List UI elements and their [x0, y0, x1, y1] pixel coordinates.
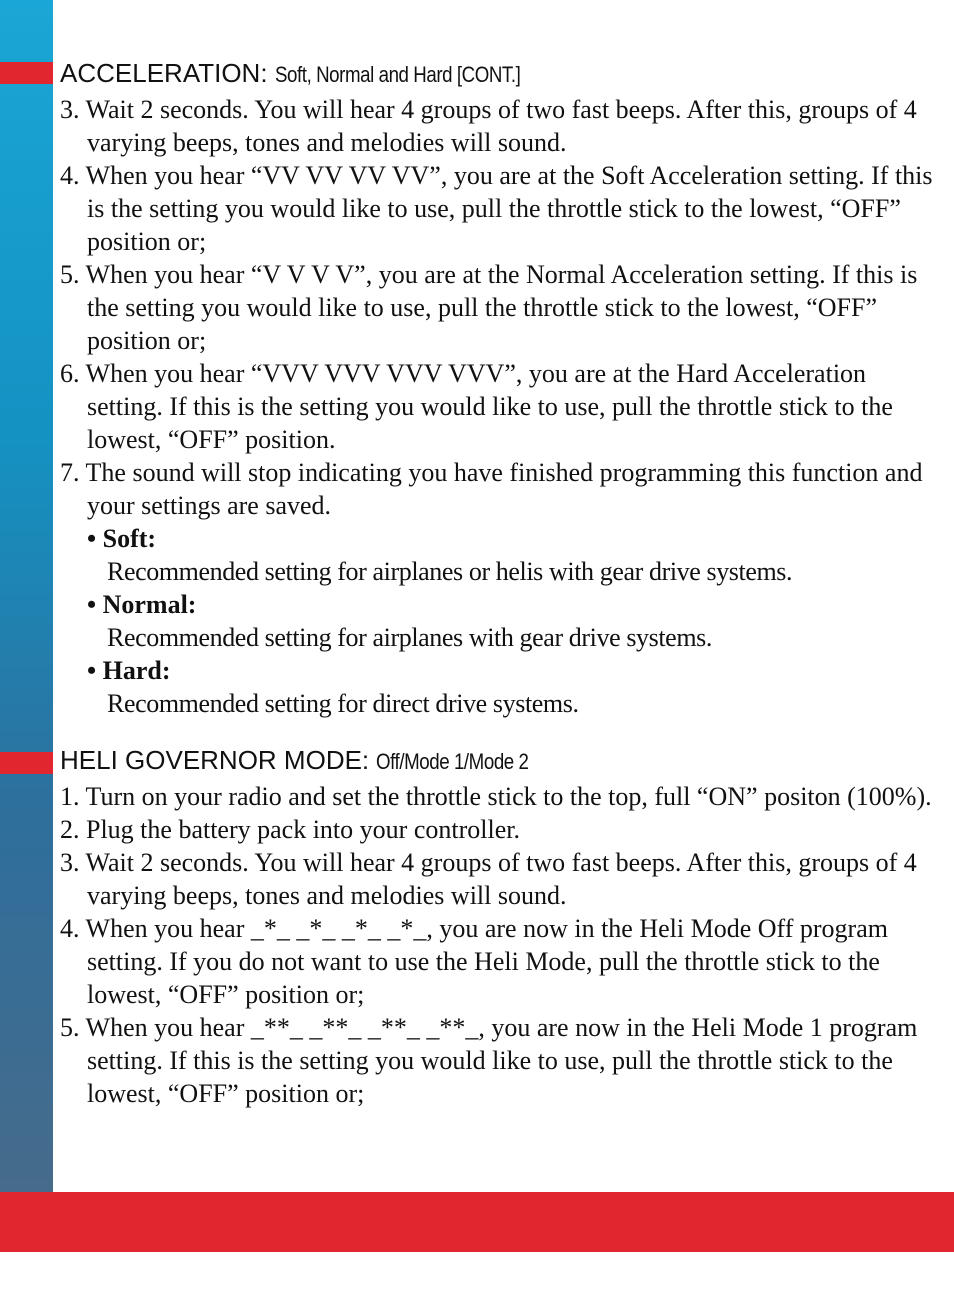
heli-governor-step: 5. When you hear _**_ _**_ _**_ _**_, you are now in the Heli Mode 1 program setting. If this is the setting you would like to use, pull the throttle stick to the lowest, “OFF” position or; — [60, 1013, 918, 1108]
acceleration-heading — [60, 55, 940, 93]
heli-governor-title: HELI GOVERNOR MODE: — [60, 745, 370, 775]
acceleration-step: 3. Wait 2 seconds. You will hear 4 groups of two fast beeps. After this, groups of 4 varying beeps, tones and melodies will sound. — [60, 95, 917, 157]
acceleration-subtitle: Soft, Normal and Hard [CONT.] — [274, 62, 521, 87]
heli-governor-step: 4. When you hear _*_ _*_ _*_ _*_, you are now in the Heli Mode Off program setting. If you do not want to use the Heli Mode, pull the throttle stick to the lowest, “OFF” position or; — [60, 914, 888, 1009]
heli-governor-subtitle: Off/Mode 1/Mode 2 — [376, 749, 529, 774]
heli-governor-step: 3. Wait 2 seconds. You will hear 4 groups of two fast beeps. After this, groups of 4 varying beeps, tones and melodies will sound. — [60, 848, 917, 910]
bullet-normal-title: • Normal: — [87, 590, 197, 619]
bullet-hard-title: • Hard: — [87, 656, 171, 685]
footer-bar — [0, 1192, 954, 1252]
page-content — [60, 55, 940, 1110]
bullet-hard-desc: Recommended setting for direct drive systems. — [107, 689, 579, 718]
bullet-normal-desc: Recommended setting for airplanes with gear drive systems. — [107, 623, 712, 652]
heli-governor-heading — [60, 742, 940, 780]
acceleration-step: 7. The sound will stop indicating you have finished programming this function and your settings are saved. — [60, 458, 923, 520]
heli-governor-step: 1. Turn on your radio and set the throttle stick to the top, full “ON” positon (100%). — [60, 782, 932, 811]
acceleration-title: ACCELERATION: — [60, 58, 268, 88]
left-color-bar — [0, 0, 53, 1252]
heli-governor-step: 2. Plug the battery pack into your controller. — [60, 815, 520, 844]
section-spacer — [60, 720, 940, 742]
bullet-soft-title: • Soft: — [87, 524, 157, 553]
acceleration-step: 5. When you hear “V V V V”, you are at the Normal Acceleration setting. If this is the setting you would like to use, pull the throttle stick to the lowest, “OFF” position or; — [60, 260, 918, 355]
section-marker-acceleration — [0, 62, 53, 84]
acceleration-step: 6. When you hear “VVV VVV VVV VVV”, you are at the Hard Acceleration setting. If this is the setting you would like to use, pull the throttle stick to the lowest, “OFF” position. — [60, 359, 893, 454]
section-marker-heli-governor — [0, 752, 53, 774]
bullet-soft-desc: Recommended setting for airplanes or helis with gear drive systems. — [107, 557, 793, 586]
acceleration-step: 4. When you hear “VV VV VV VV”, you are at the Soft Acceleration setting. If this is the setting you would like to use, pull the throttle stick to the lowest, “OFF” position or; — [60, 161, 933, 256]
